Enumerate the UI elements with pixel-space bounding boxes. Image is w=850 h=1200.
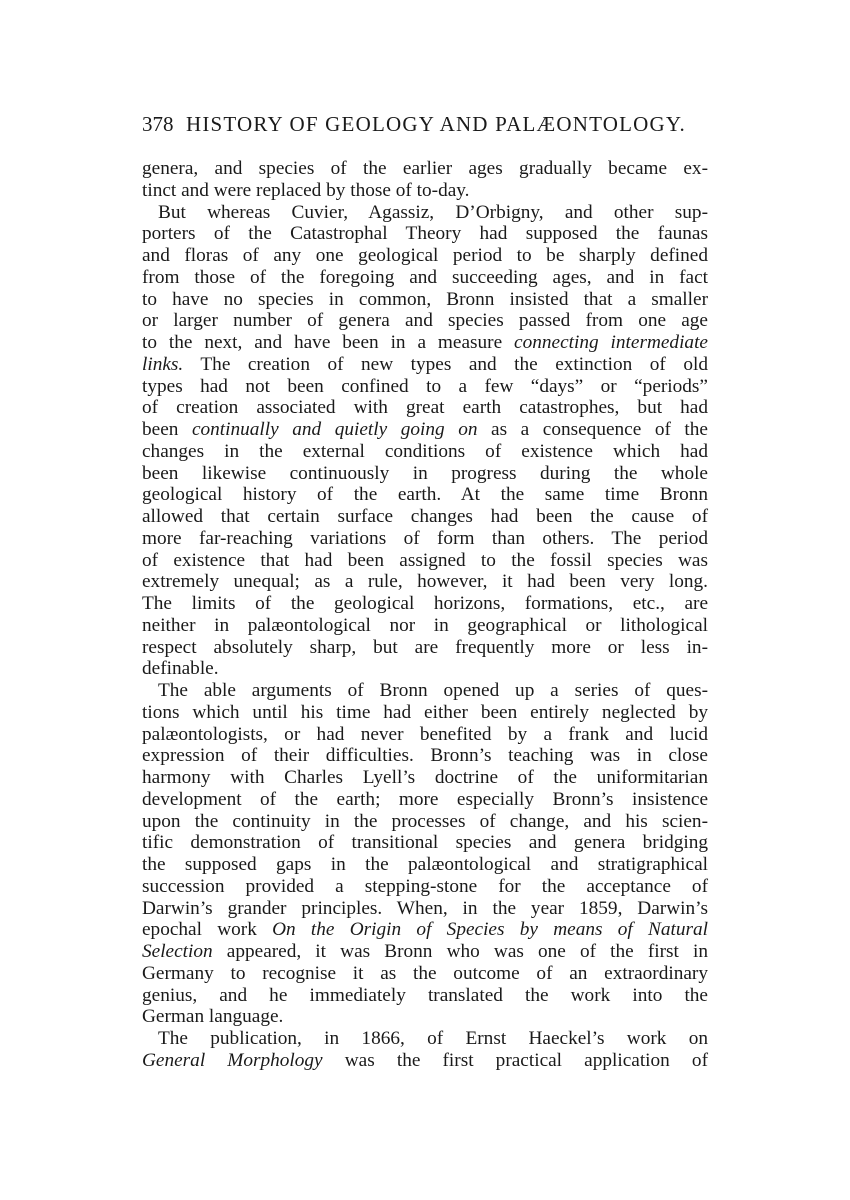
text-line bbox=[142, 811, 708, 833]
text-line bbox=[142, 854, 708, 876]
text-line bbox=[142, 528, 708, 550]
text-line bbox=[142, 376, 708, 398]
text-run: from those of the foregoing and succeeding ages, and in fact bbox=[142, 266, 708, 288]
text-run: allowed that certain surface changes had been the cause of bbox=[142, 506, 708, 527]
text-line bbox=[142, 180, 708, 202]
text-line bbox=[142, 245, 708, 267]
text-line bbox=[142, 484, 708, 506]
text-run: been bbox=[142, 419, 192, 440]
text-line bbox=[142, 789, 708, 811]
text-line bbox=[142, 1028, 708, 1050]
text-line bbox=[142, 397, 708, 419]
text-run: The creation of new types and the extinction of old bbox=[183, 353, 708, 375]
text-line bbox=[142, 963, 708, 985]
text-line bbox=[142, 354, 708, 376]
text-line bbox=[142, 985, 708, 1007]
text-run: The able arguments of Bronn opened up a series of ques- bbox=[158, 680, 708, 701]
text-run: more far-reaching variations of form than others. The period bbox=[142, 527, 708, 549]
text-run: genius, and he immediately translated the work into the bbox=[142, 984, 708, 1006]
text-line bbox=[142, 571, 708, 593]
text-line bbox=[142, 637, 708, 659]
page-number: 378 bbox=[142, 112, 174, 136]
text-run: succession provided a stepping-stone for the acceptance of bbox=[142, 875, 708, 897]
text-run: extremely unequal; as a rule, however, it had been very long. bbox=[142, 571, 708, 593]
text-run: epochal work bbox=[142, 919, 273, 941]
text-line bbox=[142, 441, 708, 463]
text-line bbox=[142, 1050, 708, 1072]
text-run: development of the earth; more especially Bronn’s insistence bbox=[142, 788, 708, 810]
text-run: to have no species in common, Bronn insisted that a smaller bbox=[142, 288, 708, 310]
text-run: genera, and species of the earlier ages gradually became ex- bbox=[142, 158, 708, 179]
text-line bbox=[142, 506, 708, 528]
text-run: as a consequence of the bbox=[477, 419, 708, 440]
text-run: The publication, in 1866, of Ernst Haeckel’s work on bbox=[158, 1028, 708, 1049]
italic-text: links. bbox=[142, 353, 184, 375]
text-line bbox=[142, 876, 708, 898]
italic-text: connecting intermediate bbox=[514, 332, 708, 353]
text-line bbox=[142, 898, 708, 920]
text-run: changes in the external conditions of existence which had bbox=[142, 440, 708, 462]
text-line bbox=[142, 310, 708, 332]
text-line bbox=[142, 680, 708, 702]
text-run: appeared, it was Bronn who was one of the first in bbox=[212, 941, 708, 962]
text-run: of creation associated with great earth catastrophes, but had bbox=[142, 397, 708, 419]
text-run: neither in palæontological nor in geographical or lithological bbox=[142, 614, 708, 636]
text-line bbox=[142, 1006, 708, 1028]
text-line bbox=[142, 463, 708, 485]
running-head bbox=[142, 112, 712, 137]
italic-text: General Morphology bbox=[142, 1049, 323, 1071]
text-run: upon the continuity in the processes of change, and his scien- bbox=[142, 810, 708, 832]
text-run: harmony with Charles Lyell’s doctrine of the uniformitarian bbox=[142, 767, 708, 788]
text-run: respect absolutely sharp, but are frequently more or less in- bbox=[142, 636, 708, 658]
text-line bbox=[142, 941, 708, 963]
text-line bbox=[142, 419, 708, 441]
text-line bbox=[142, 919, 708, 941]
text-run: been likewise continuously in progress during the whole bbox=[142, 462, 708, 484]
text-line bbox=[142, 289, 708, 311]
text-line bbox=[142, 724, 708, 746]
text-run: porters of the Catastrophal Theory had supposed the faunas bbox=[142, 223, 708, 245]
text-line bbox=[142, 550, 708, 572]
text-run: Germany to recognise it as the outcome of an extraordinary bbox=[142, 962, 708, 984]
text-line bbox=[142, 158, 708, 180]
text-run: But whereas Cuvier, Agassiz, D’Orbigny, and other sup- bbox=[158, 201, 708, 223]
text-run: geological history of the earth. At the same time Bronn bbox=[142, 484, 708, 506]
text-run: palæontologists, or had never benefited by a frank and lucid bbox=[142, 723, 708, 745]
text-line bbox=[142, 767, 708, 789]
text-run: tions which until his time had either been entirely neglected by bbox=[142, 701, 708, 723]
text-line bbox=[142, 593, 708, 615]
text-run: tinct and were replaced by those of to-day. bbox=[142, 179, 470, 201]
text-run: The limits of the geological horizons, formations, etc., are bbox=[142, 593, 708, 614]
italic-text: On the Origin of Species by means of Natural bbox=[272, 919, 708, 941]
body-text bbox=[142, 158, 708, 1072]
text-line bbox=[142, 267, 708, 289]
text-line bbox=[142, 332, 708, 354]
text-run: definable. bbox=[142, 658, 219, 680]
text-run: to the next, and have been in a measure bbox=[142, 332, 515, 353]
text-line bbox=[142, 223, 708, 245]
text-line bbox=[142, 202, 708, 224]
text-line bbox=[142, 702, 708, 724]
text-run: Darwin’s grander principles. When, in the year 1859, Darwin’s bbox=[142, 897, 708, 919]
text-run: and floras of any one geological period to be sharply defined bbox=[142, 245, 708, 266]
text-line bbox=[142, 832, 708, 854]
italic-text: Selection bbox=[142, 941, 213, 962]
text-run: was the first practical application of bbox=[322, 1049, 708, 1071]
text-run: expression of their difficulties. Bronn’s teaching was in close bbox=[142, 745, 708, 767]
italic-text: continually and quietly going on bbox=[191, 419, 478, 440]
text-run: German language. bbox=[142, 1006, 284, 1028]
text-line bbox=[142, 658, 708, 680]
text-run: types had not been confined to a few “days” or “periods” bbox=[142, 375, 708, 397]
text-line bbox=[142, 615, 708, 637]
text-line bbox=[142, 745, 708, 767]
text-run: tific demonstration of transitional species and genera bridging bbox=[142, 832, 708, 854]
text-run: the supposed gaps in the palæontological and stratigraphical bbox=[142, 854, 708, 875]
running-title: HISTORY OF GEOLOGY AND PALÆONTOLOGY. bbox=[185, 112, 686, 136]
text-run: of existence that had been assigned to the fossil species was bbox=[142, 549, 708, 571]
text-run: or larger number of genera and species passed from one age bbox=[142, 310, 708, 332]
